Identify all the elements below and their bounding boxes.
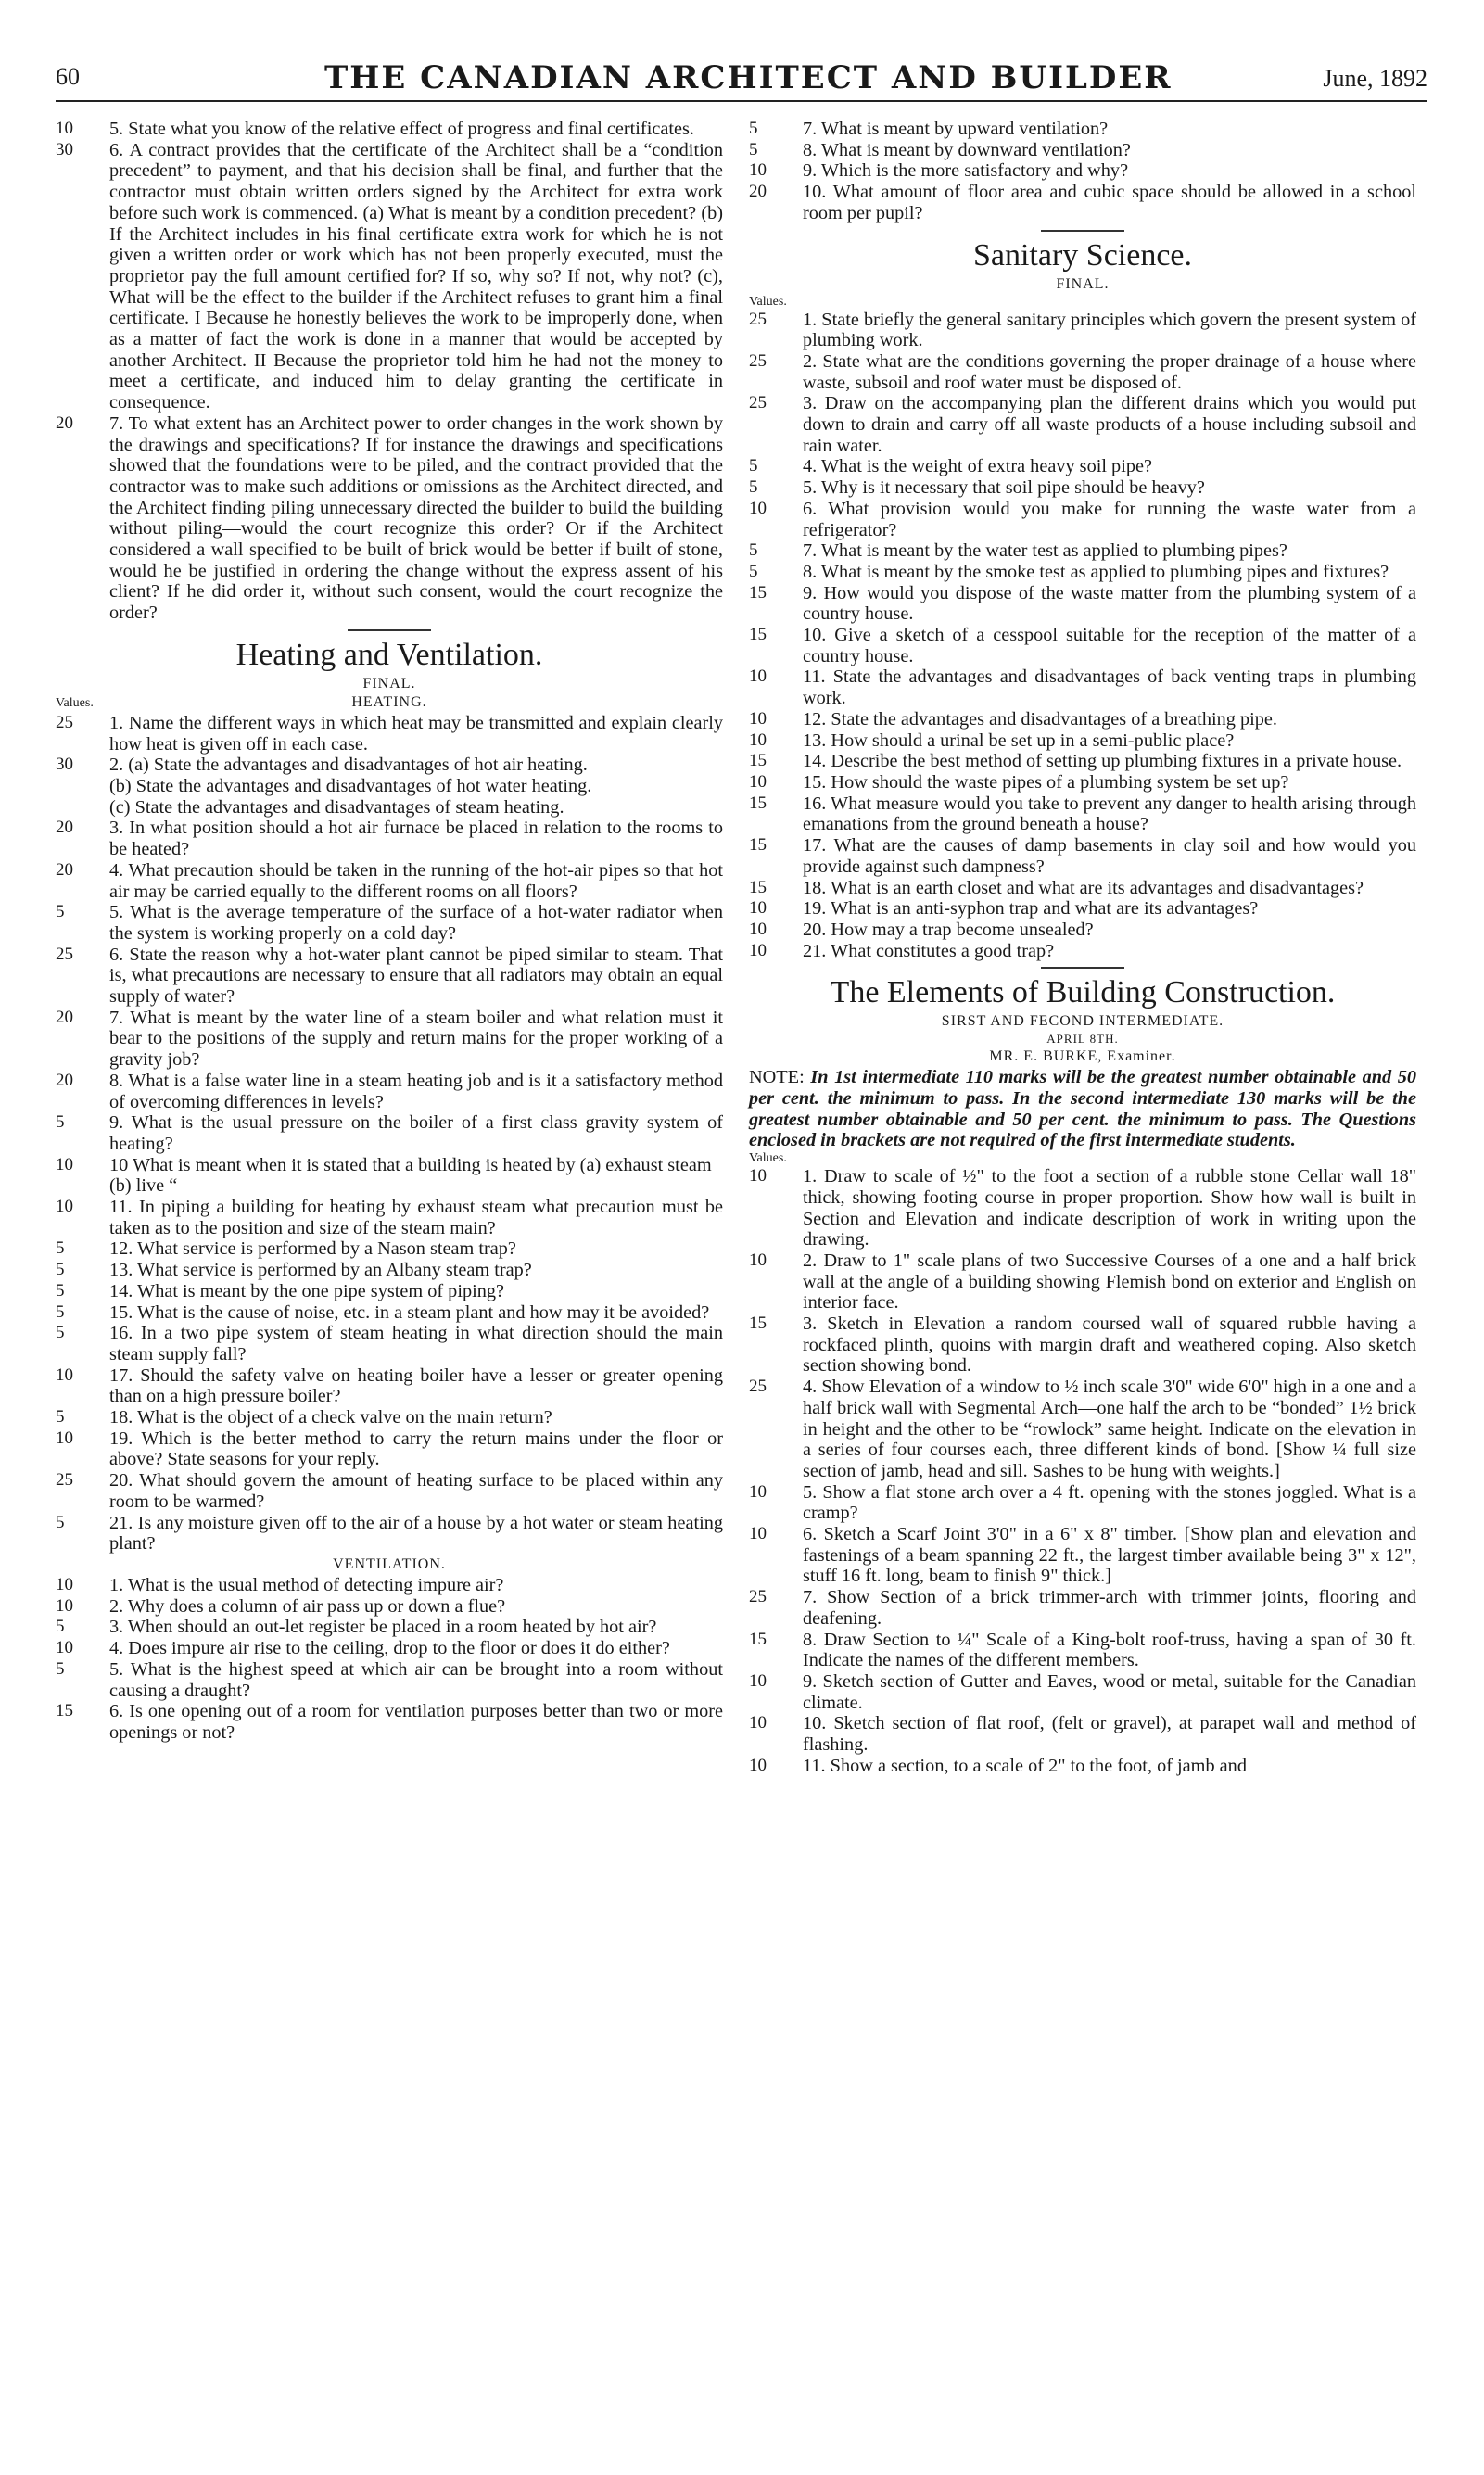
question-item: [56, 1407, 723, 1428]
question-item: [749, 119, 1416, 140]
question-text: 15. How should the waste pipes of a plumbing system be set up?: [803, 771, 1289, 793]
question-value: 25: [56, 1470, 73, 1491]
ventilation-questions-continued: [749, 119, 1416, 224]
question-item: [56, 1428, 723, 1470]
question-value: 30: [56, 755, 73, 775]
question-value: 5: [56, 1238, 65, 1259]
question-text: 1. Name the different ways in which heat may be transmitted and explain clearly how heat is given off in each case.: [109, 712, 723, 755]
question-text: 8. Draw Section to ¼" Scale of a King-bolt roof-truss, having a span of 30 ft. Indicate the names of the different members.: [803, 1629, 1416, 1671]
question-value: 5: [749, 561, 758, 581]
question-value: 30: [56, 139, 73, 159]
question-text: 7. What is meant by upward ventilation?: [803, 119, 1109, 139]
question-text: 18. What is an earth closet and what are its advantages and disadvantages?: [803, 877, 1364, 898]
question-item: [56, 1175, 723, 1197]
question-value: 10: [749, 1250, 767, 1270]
question-value: 5: [56, 1323, 65, 1343]
question-text: 2. (a) State the advantages and disadvantages of hot air heating.: [109, 755, 588, 776]
question-text: 8. What is meant by the smoke test as applied to plumbing pipes and fixtures?: [803, 561, 1389, 582]
question-value: 15: [749, 625, 767, 645]
question-value: 25: [749, 1377, 767, 1397]
question-text: 3. When should an out-let register be placed in a room heated by hot air?: [109, 1617, 657, 1638]
question-item: [56, 945, 723, 1008]
question-text: 1. Draw to scale of ½" to the foot a section of a rubble stone Cellar wall 18" thick, showing footing course in proper proportion. Show how wall is built in Section and Elevation and indicate description of work in writing upon the drawing.: [803, 1166, 1416, 1250]
question-text: 8. What is meant by downward ventilation?: [803, 139, 1131, 160]
question-item: [56, 860, 723, 902]
question-value: 5: [56, 1301, 65, 1322]
question-value: 5: [749, 540, 758, 561]
question-text: 3. Draw on the accompanying plan the different drains which you would put down to drain and carry off all waste products of a house including subsoil and rain water.: [803, 393, 1416, 456]
page-header: [56, 57, 1427, 102]
question-item: [749, 898, 1416, 920]
question-item: [749, 1377, 1416, 1482]
question-value: 15: [749, 582, 767, 603]
question-value: 25: [749, 350, 767, 371]
section-divider: [348, 629, 431, 631]
question-item: [749, 1166, 1416, 1250]
question-item: [749, 878, 1416, 899]
question-text: 19. Which is the better method to carry the return mains under the floor or above? State seasons for your reply.: [109, 1428, 723, 1470]
question-text: 21. What constitutes a good trap?: [803, 940, 1055, 961]
question-value: 10: [749, 730, 767, 750]
note-text: In 1st intermediate 110 marks will be the greatest number obtainable and 50 per cent. the minimum to pass. In the second intermediate 130 marks will be the greatest number obtainable and 50 per cent. the minimum to pass. The Questions enclosed in brackets are not required of the first intermediate students.: [749, 1067, 1416, 1151]
question-item: [749, 140, 1416, 161]
section-final-label: FINAL.: [362, 675, 416, 692]
question-value: 5: [56, 1617, 65, 1637]
question-value: 5: [56, 1260, 65, 1280]
question-value: 15: [749, 835, 767, 856]
question-text: 6. A contract provides that the certificate of the Architect shall be a “condition precedent” to payment, and that his decision shall be final, and further that the contractor must obtain written orders signed by the Architect for extra work before such work is commenced. (a) What is meant by a condition precedent? (b) If the Architect includes in his final certificate extra work for which he is not given a written order or work which has not been properly executed, must the proprietor pay the full amount certified for? If so, why so? If not, why not? (c), What will be the effect to the builder if the Architect refuses to grant him a final certificate. I Because he honestly believes the work to be improperly done, when as a matter of fact the work is done in a manner that would be accepted by another Architect. II Because the proprietor told him he had not the money to meet a certificate, and induced him to delay granting the certificate in consequence.: [109, 139, 723, 413]
question-value: 15: [749, 793, 767, 813]
question-item: [56, 1155, 723, 1176]
question-text: 6. Is one opening out of a room for ventilation purposes better than two or more openings or not?: [109, 1701, 723, 1743]
question-text: 5. What is the highest speed at which air can be brought into a room without causing a draught?: [109, 1658, 723, 1701]
question-item: [56, 413, 723, 624]
question-value: 25: [749, 1587, 767, 1607]
question-text: 11. Show a section, to a scale of 2" to the foot, of jamb and: [803, 1755, 1247, 1776]
question-item: [749, 625, 1416, 666]
question-item: [56, 1470, 723, 1512]
question-item: [749, 562, 1416, 583]
values-heading-row: [56, 694, 723, 713]
question-value: 5: [749, 119, 758, 138]
question-text: 9. Sketch section of Gutter and Eaves, wood or metal, suitable for the Canadian climate.: [803, 1671, 1416, 1713]
question-text: 7. What is meant by the water test as applied to plumbing pipes?: [803, 540, 1287, 562]
question-text: 1. State briefly the general sanitary principles which govern the present system of plumbing work.: [803, 309, 1416, 351]
question-item: [56, 1281, 723, 1302]
heating-questions: [56, 713, 723, 1555]
question-text: 16. What measure would you take to prevent any danger to health arising through emanations from the ground beneath a house?: [803, 793, 1416, 835]
page-number: 60: [56, 63, 80, 90]
construction-questions: [749, 1166, 1416, 1776]
question-text: 10 What is meant when it is stated that a building is heated by (a) exhaust steam: [109, 1154, 712, 1175]
question-item: [749, 1250, 1416, 1314]
architecture-questions: [56, 119, 723, 624]
question-value: 5: [56, 902, 65, 922]
question-text: 4. What precaution should be taken in the running of the hot-air pipes so that hot air may be carried equally to the different rooms on all floors?: [109, 859, 723, 902]
question-item: [56, 1575, 723, 1596]
question-value: 10: [56, 1154, 73, 1174]
question-item: [56, 1238, 723, 1260]
question-text: 16. In a two pipe system of steam heating in what direction should the main steam supply fall?: [109, 1323, 723, 1364]
question-text: 3. In what position should a hot air furnace be placed in relation to the rooms to be heated?: [109, 818, 723, 860]
sanitary-questions: [749, 310, 1416, 962]
question-value: 5: [56, 1280, 65, 1301]
section-divider: [1041, 230, 1124, 232]
question-item: [56, 713, 723, 755]
question-item: [56, 1513, 723, 1555]
question-text: 20. How may a trap become unsealed?: [803, 919, 1094, 940]
question-text: 21. Is any moisture given off to the air of a house by a hot water or steam heating plant?: [109, 1512, 723, 1555]
question-value: 25: [56, 944, 73, 964]
question-item: [749, 160, 1416, 182]
question-value: 10: [56, 1364, 73, 1385]
examiner-name: MR. E. BURKE, Examiner.: [989, 1048, 1176, 1065]
question-value: 20: [56, 859, 73, 880]
question-item: [749, 351, 1416, 393]
question-text: 5. State what you know of the relative effect of progress and final certificates.: [109, 119, 694, 139]
question-value: 10: [749, 160, 767, 181]
question-item: [56, 1071, 723, 1112]
question-item: [749, 477, 1416, 499]
question-text: 10. What amount of floor area and cubic space should be allowed in a school room per pupil?: [803, 182, 1416, 223]
question-item: [749, 583, 1416, 625]
question-text: 1. What is the usual method of detecting impure air?: [109, 1575, 504, 1595]
question-item: [749, 730, 1416, 752]
question-item: [749, 1524, 1416, 1587]
question-value: 5: [56, 1112, 65, 1133]
question-item: [749, 772, 1416, 793]
left-column: [56, 119, 723, 1744]
question-value: 10: [749, 1713, 767, 1733]
question-item: [56, 1701, 723, 1743]
question-text: 11. State the advantages and disadvantages of back venting traps in plumbing work.: [803, 666, 1416, 709]
question-text: 2. Draw to 1" scale plans of two Successive Courses of a one and a half brick wall at the angle of a building showing Flemish bond on exterior and English on interior face.: [803, 1250, 1416, 1314]
question-text: 9. What is the usual pressure on the boiler of a first class gravity system of heating?: [109, 1112, 723, 1154]
values-label: Values.: [56, 695, 94, 710]
question-text: 14. What is meant by the one pipe system of piping?: [109, 1280, 505, 1301]
question-item: [749, 1630, 1416, 1671]
question-item: [56, 1323, 723, 1364]
question-value: 15: [749, 751, 767, 771]
exam-note: [749, 1067, 1416, 1151]
question-value: 15: [56, 1701, 73, 1721]
question-text: 12. State the advantages and disadvantages of a breathing pipe.: [803, 708, 1277, 730]
question-item: [56, 902, 723, 944]
question-value: 5: [749, 139, 758, 159]
question-text: 13. What service is performed by an Albany steam trap?: [109, 1260, 532, 1281]
question-item: [56, 1260, 723, 1281]
question-text: 18. What is the object of a check valve on the main return?: [109, 1407, 552, 1428]
question-text: 13. How should a urinal be set up in a semi-public place?: [803, 730, 1235, 751]
question-text: 15. What is the cause of noise, etc. in a steam plant and how may it be avoided?: [109, 1301, 710, 1323]
question-value: 10: [749, 771, 767, 792]
question-item: [749, 666, 1416, 708]
question-text: (c) State the advantages and disadvantages of steam heating.: [109, 796, 564, 818]
question-value: 10: [749, 940, 767, 960]
question-text: 5. What is the average temperature of the surface of a hot-water radiator when the system is working properly on a cold day?: [109, 902, 723, 944]
question-value: 15: [749, 877, 767, 897]
question-value: 15: [749, 1314, 767, 1334]
question-text: 17. What are the causes of damp basements in clay soil and how would you provide against such dampness?: [803, 835, 1416, 877]
question-item: [749, 1482, 1416, 1524]
question-text: 11. In piping a building for heating by exhaust steam what precaution must be taken as to the position and size of the steam main?: [109, 1197, 723, 1238]
question-item: [749, 1713, 1416, 1755]
question-text: 14. Describe the best method of setting up plumbing fixtures in a private house.: [803, 751, 1402, 772]
question-value: 5: [749, 477, 758, 498]
question-text: 4. Does impure air rise to the ceiling, drop to the floor or does it do either?: [109, 1638, 670, 1659]
question-item: [56, 1302, 723, 1324]
question-value: 20: [56, 1007, 73, 1027]
question-item: [56, 1197, 723, 1238]
question-item: [56, 1112, 723, 1154]
question-item: [749, 751, 1416, 772]
question-item: [56, 818, 723, 859]
question-value: 10: [749, 708, 767, 729]
question-value: 10: [749, 1481, 767, 1502]
question-value: 15: [749, 1629, 767, 1649]
exam-date: APRIL 8TH.: [1046, 1032, 1119, 1047]
question-item: [749, 941, 1416, 962]
question-text: (b) live “: [109, 1175, 178, 1197]
journal-title: THE CANADIAN ARCHITECT AND BUILDER: [324, 59, 1173, 96]
question-value: 10: [749, 1671, 767, 1691]
note-label: NOTE:: [749, 1067, 805, 1088]
question-item: [56, 119, 723, 140]
section-title-sanitary: Sanitary Science.: [972, 237, 1193, 273]
question-item: [749, 835, 1416, 877]
question-value: 10: [56, 1575, 73, 1594]
question-text: 9. How would you dispose of the waste matter from the plumbing system of a country house.: [803, 582, 1416, 625]
question-text: 9. Which is the more satisfactory and why?: [803, 160, 1129, 182]
question-value: 20: [56, 412, 73, 433]
question-value: 25: [749, 309, 767, 329]
question-item: [749, 456, 1416, 477]
question-text: (b) State the advantages and disadvantages of hot water heating.: [109, 775, 592, 796]
question-value: 10: [56, 1197, 73, 1217]
ventilation-heading: VENTILATION.: [333, 1556, 446, 1572]
heating-heading: HEATING.: [351, 693, 427, 710]
question-value: 10: [749, 1755, 767, 1775]
question-text: 17. Should the safety valve on heating boiler have a lesser or greater opening than on a high pressure boiler?: [109, 1364, 723, 1407]
question-value: 10: [749, 1524, 767, 1544]
question-value: 10: [749, 1166, 767, 1187]
question-item: [56, 1008, 723, 1071]
question-text: 3. Sketch in Elevation a random coursed wall of squared rubble having a rockfaced plinth, quoins with margin draft and weathered coping. Also sketch section showing bond.: [803, 1314, 1416, 1377]
question-value: 10: [56, 1638, 73, 1658]
question-text: 7. What is meant by the water line of a steam boiler and what relation must it bear to the positions of the supply and return mains for the proper working of a gravity job?: [109, 1007, 723, 1071]
question-item: [749, 540, 1416, 562]
exam-subtitle: SIRST AND FECOND INTERMEDIATE.: [941, 1013, 1224, 1030]
question-item: [749, 499, 1416, 540]
question-text: 2. Why does a column of air pass up or down a flue?: [109, 1595, 506, 1617]
question-text: 8. What is a false water line in a steam heating job and is it a satisfactory method of overcoming differences in levels?: [109, 1070, 723, 1112]
issue-date: June, 1892: [1323, 65, 1427, 92]
question-item: [749, 793, 1416, 835]
question-item: [749, 393, 1416, 456]
question-value: 20: [56, 818, 73, 838]
question-value: 10: [56, 1595, 73, 1616]
ventilation-questions: [56, 1575, 723, 1744]
question-text: 19. What is an anti-syphon trap and what are its advantages?: [803, 898, 1259, 920]
question-text: 5. Why is it necessary that soil pipe should be heavy?: [803, 477, 1205, 499]
question-text: 4. What is the weight of extra heavy soil pipe?: [803, 456, 1152, 477]
question-value: 25: [56, 712, 73, 732]
section-title-elements: The Elements of Building Construction.: [830, 975, 1336, 1010]
question-value: 10: [749, 898, 767, 919]
question-text: 6. Sketch a Scarf Joint 3'0" in a 6" x 8" timber. [Show plan and elevation and fastenings of a beam spanning 22 ft., the largest timber available being 3" x 12", stuff 16 ft. long, beam to finish 9" thick.]: [803, 1524, 1416, 1587]
section-title-heating: Heating and Ventilation.: [235, 637, 543, 672]
question-item: [749, 1671, 1416, 1713]
question-value: 5: [56, 1407, 65, 1428]
question-value: 5: [56, 1512, 65, 1532]
question-value: 10: [749, 919, 767, 939]
question-text: 7. Show Section of a brick trimmer-arch with trimmer joints, flooring and deafening.: [803, 1587, 1416, 1629]
section-divider: [1041, 967, 1124, 969]
right-column: [749, 119, 1416, 1777]
question-item: [749, 1587, 1416, 1629]
question-item: [56, 1365, 723, 1407]
question-item: [56, 1659, 723, 1701]
question-item: [749, 709, 1416, 730]
question-text: 7. To what extent has an Architect power to order changes in the work shown by the drawings and specifications? If for instance the drawings and specifications showed that the foundations were to be piled, and the contract provided that the contractor was to make such additions or omissions as the Architect directed, and the Architect finding piling unnecessary directed the builder to build the building without piling—would the court recognize this order? Or if the Architect considered a wall specified to be built of brick would be better if built of stone, would he be justified in ordering the change without the express assent of his client? If he did order it, without such consent, would the court recognize the order?: [109, 412, 723, 624]
question-value: 10: [56, 1428, 73, 1448]
question-item: [749, 1756, 1416, 1777]
question-text: 4. Show Elevation of a window to ½ inch scale 3'0" wide 6'0" high in a one and a half brick wall with Segmental Arch—one half the arch to be “bonded” 1½ brick in height and the other to be “rowlock” same height. Indicate on the elevation in a series of four courses each, three different kinds of bond. [Show ¼ full size section of jamb, head and sill. Sashes to be hung with weights.]: [803, 1377, 1416, 1481]
values-label: Values.: [749, 294, 787, 309]
question-item: [749, 920, 1416, 941]
question-item: [749, 1314, 1416, 1377]
question-value: 20: [56, 1070, 73, 1090]
question-item: [56, 140, 723, 413]
question-text: 10. Sketch section of flat roof, (felt or gravel), at parapet wall and method of flashing.: [803, 1713, 1416, 1756]
question-item: [56, 776, 723, 797]
question-text: 6. State the reason why a hot-water plant cannot be piped similar to steam. That is, what precautions are necessary to ensure that all radiators may obtain an equal supply of water?: [109, 944, 723, 1008]
question-value: 5: [56, 1658, 65, 1679]
question-item: [749, 310, 1416, 351]
question-value: 10: [749, 666, 767, 687]
question-text: 6. What provision would you make for running the waste water from a refrigerator?: [803, 498, 1416, 540]
question-item: [56, 797, 723, 819]
question-item: [56, 755, 723, 776]
question-value: 20: [749, 182, 767, 202]
question-value: 5: [749, 456, 758, 476]
question-text: 5. Show a flat stone arch over a 4 ft. opening with the stones joggled. What is a cramp?: [803, 1481, 1416, 1524]
question-text: 10. Give a sketch of a cesspool suitable for the reception of the matter of a country house.: [803, 625, 1416, 666]
section-final-label: FINAL.: [1056, 275, 1110, 292]
question-item: [749, 182, 1416, 223]
question-value: 25: [749, 393, 767, 413]
question-item: [56, 1617, 723, 1638]
question-value: 10: [56, 119, 73, 138]
question-text: 2. State what are the conditions governing the proper drainage of a house where waste, subsoil and roof water must be disposed of.: [803, 350, 1416, 393]
question-text: 12. What service is performed by a Nason steam trap?: [109, 1238, 516, 1260]
question-item: [56, 1638, 723, 1659]
values-label: Values.: [749, 1151, 787, 1166]
question-value: 10: [749, 498, 767, 518]
question-text: 20. What should govern the amount of heating surface to be placed within any room to be warmed?: [109, 1470, 723, 1512]
question-item: [56, 1596, 723, 1618]
